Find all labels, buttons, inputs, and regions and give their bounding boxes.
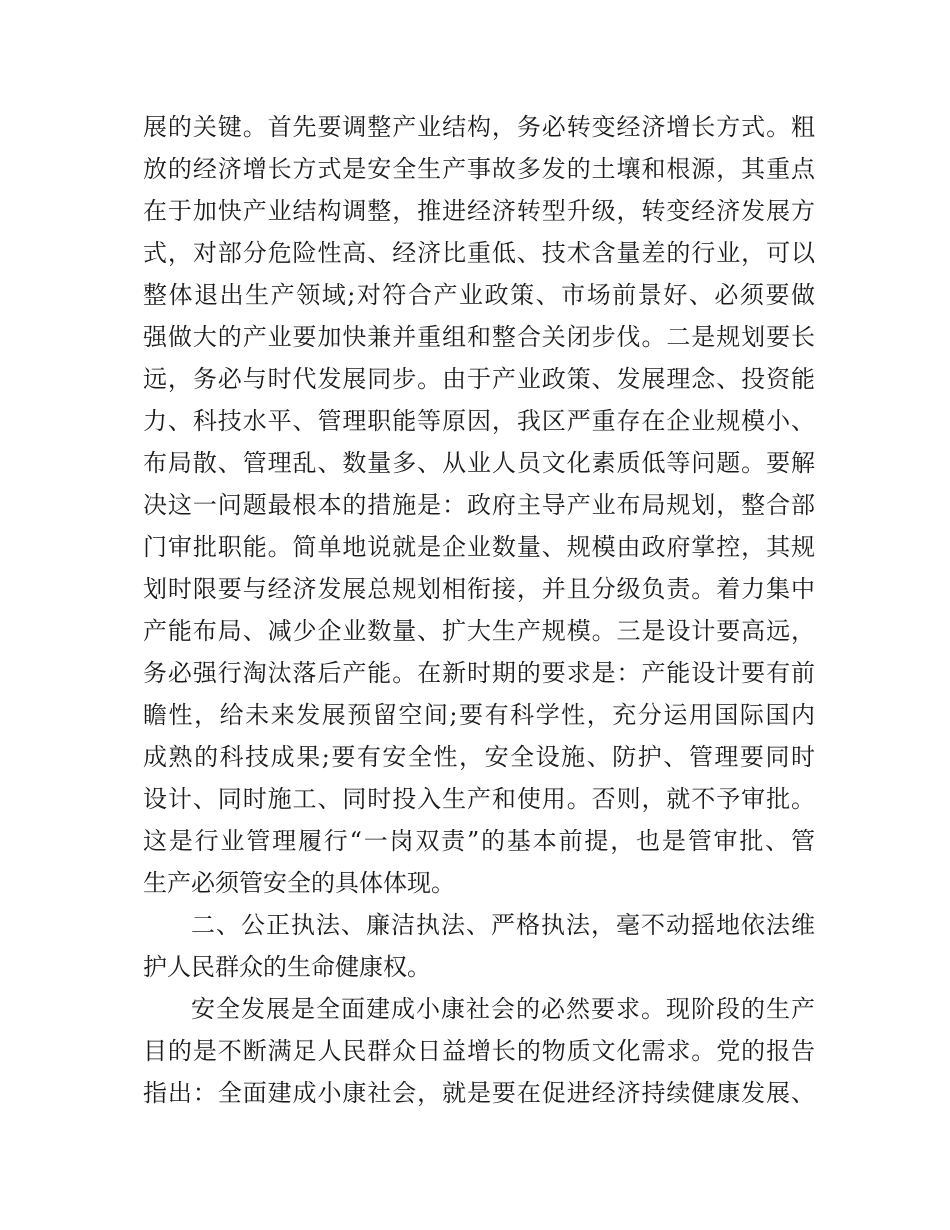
section-heading-line-1: 二、公正执法、廉洁执法、严格执法，毫不动摇地依法维 — [191, 911, 815, 939]
paragraph-1-line-7: 远，务必与时代发展同步。由于产业政策、发展理念、投资能 — [143, 365, 815, 393]
paragraph-1-line-3: 在于加快产业结构调整，推进经济转型升级，转变经济发展方 — [143, 197, 815, 225]
paragraph-1-line-4: 式，对部分危险性高、经济比重低、技术含量差的行业，可以 — [143, 239, 815, 267]
paragraph-1-line-5: 整体退出生产领域;对符合产业政策、市场前景好、必须要做 — [143, 281, 815, 309]
paragraph-1-line-11: 门审批职能。简单地说就是企业数量、规模由政府掌控，其规 — [143, 533, 815, 561]
paragraph-1-line-14: 务必强行淘汰落后产能。在新时期的要求是：产能设计要有前 — [143, 659, 815, 687]
paragraph-3-line-1: 安全发展是全面建成小康社会的必然要求。现阶段的生产 — [191, 995, 815, 1023]
section-heading-line-2: 护人民群众的生命健康权。 — [143, 953, 431, 981]
paragraph-1-line-9: 布局散、管理乱、数量多、从业人员文化素质低等问题。要解 — [143, 449, 815, 477]
paragraph-1-line-18: 这是行业管理履行“一岗双责”的基本前提，也是管审批、管 — [143, 827, 815, 855]
paragraph-1-line-8: 力、科技水平、管理职能等原因，我区严重存在企业规模小、 — [143, 407, 815, 435]
paragraph-1-line-13: 产能布局、减少企业数量、扩大生产规模。三是设计要高远， — [143, 617, 815, 645]
paragraph-1-line-12: 划时限要与经济发展总规划相衔接，并且分级负责。着力集中 — [143, 575, 815, 603]
paragraph-1-line-6: 强做大的产业要加快兼并重组和整合关闭步伐。二是规划要长 — [143, 323, 815, 351]
paragraph-1-line-2: 放的经济增长方式是安全生产事故多发的土壤和根源，其重点 — [143, 155, 815, 183]
paragraph-3-line-2: 目的是不断满足人民群众日益增长的物质文化需求。党的报告 — [143, 1037, 815, 1065]
paragraph-1-line-1: 展的关键。首先要调整产业结构，务必转变经济增长方式。粗 — [143, 113, 815, 141]
paragraph-1-line-15: 瞻性，给未来发展预留空间;要有科学性，充分运用国际国内 — [143, 701, 815, 729]
paragraph-3-line-3: 指出：全面建成小康社会，就是要在促进经济持续健康发展、 — [143, 1079, 815, 1107]
paragraph-1-line-17: 设计、同时施工、同时投入生产和使用。否则，就不予审批。 — [143, 785, 815, 813]
paragraph-1-line-10: 决这一问题最根本的措施是：政府主导产业布局规划，整合部 — [143, 491, 815, 519]
paragraph-1-line-16: 成熟的科技成果;要有安全性，安全设施、防护、管理要同时 — [143, 743, 815, 771]
paragraph-1-line-19: 生产必须管安全的具体体现。 — [143, 869, 455, 897]
document-body — [143, 106, 815, 1114]
